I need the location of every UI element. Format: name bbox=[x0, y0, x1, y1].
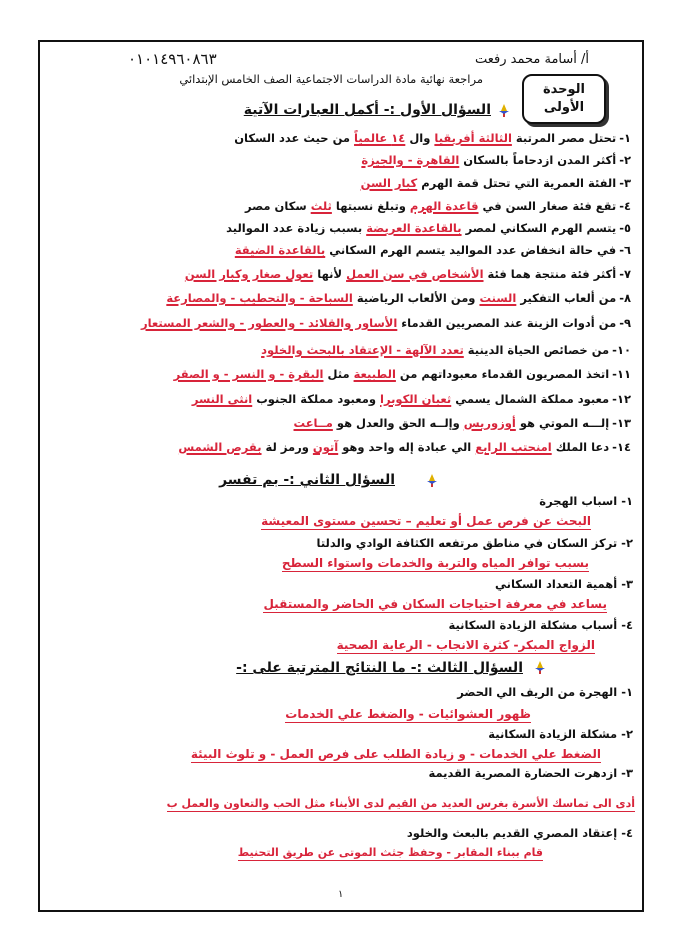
author-name: أ/ أسامة محمد رفعت bbox=[474, 52, 589, 67]
q1-item bbox=[166, 289, 631, 307]
q1-text: إلـــه الموتي هو bbox=[515, 416, 610, 430]
q1-answer: بالقاعدة الضيقة bbox=[234, 243, 326, 257]
q1-text: ومن الألعاب الرياضية bbox=[352, 291, 480, 305]
q1-item bbox=[294, 414, 631, 432]
q1-item-number: ٨- bbox=[619, 291, 631, 305]
q1-item-number: ٣- bbox=[619, 176, 631, 190]
q1-answer: السباحة - والتحطيب - والمصارعة bbox=[166, 291, 353, 305]
q1-item bbox=[141, 314, 631, 332]
q1-answer: ثعبان الكوبرا bbox=[380, 392, 452, 406]
q1-item bbox=[174, 365, 631, 383]
q1-answer: البقرة - و النسر - و الصقر bbox=[173, 367, 324, 381]
unit-number: الأولى bbox=[543, 100, 585, 115]
q3-question-2: ٢- مشكلة الزيادة السكانية bbox=[488, 727, 633, 741]
q1-item bbox=[361, 151, 631, 169]
q1-item-number: ٦- bbox=[619, 243, 631, 257]
q1-text: في حالة انخفاض عدد المواليد يتسم الهرم السكاني bbox=[325, 243, 617, 257]
q1-answer: بقرص الشمس bbox=[178, 440, 262, 454]
q3-question-1: ١- الهجرة من الريف الي الحضر bbox=[457, 685, 633, 699]
q1-item-number: ٢- bbox=[619, 153, 631, 167]
q2-question-2: ٢- تركز السكان في مناطق مرتفعه الكثافة الوادي والدلتا bbox=[316, 536, 633, 550]
q3-question-3: ٣- ازدهرت الحضارة المصرية القديمة bbox=[428, 766, 633, 780]
q1-item bbox=[235, 241, 631, 259]
q1-answer: الأساور والقلائد - والعطور - والشعر المستعار bbox=[140, 316, 398, 330]
q1-text: مثل bbox=[323, 367, 354, 381]
q1-answer: ١٤ عالمياً bbox=[354, 131, 406, 145]
q1-item-number: ١٠- bbox=[612, 343, 631, 357]
pin-icon bbox=[496, 103, 512, 119]
q1-title: السؤال الأول :- أكمل العبارات الآتية bbox=[243, 102, 491, 118]
q1-item bbox=[185, 265, 631, 283]
q3-answer-4: قام ببناء المقابر - وحفظ جثث الموتى عن طريق التحنيط bbox=[237, 846, 543, 859]
unit-box bbox=[522, 74, 606, 124]
q1-text: أكثر المدن ازدحاماً بالسكان bbox=[459, 153, 617, 167]
q2-answer-2: بسبب توافر المياه والتربة والخدمات واستواء السطح bbox=[281, 556, 589, 570]
q3-answer-3: أدى الى تماسك الأسرة بغرس العديد من القيم لدى الأبناء مثل الحب والتعاون والعمل ب bbox=[166, 797, 635, 810]
q1-answer: ثلث bbox=[310, 199, 332, 213]
q3-answer-2: الضغط علي الخدمات - و زيادة الطلب على فرص العمل - و تلوث البيئة bbox=[190, 747, 601, 761]
q1-text: تقع فئة صغار السن في bbox=[478, 199, 617, 213]
q1-item-number: ٧- bbox=[619, 267, 631, 281]
q1-text: من خصائص الحياة الدينية bbox=[463, 343, 610, 357]
q1-text: وإلــه الحق والعدل هو bbox=[332, 416, 464, 430]
subtitle: مراجعة نهائية مادة الدراسات الاجتماعية الصف الخامس الإبتدائي bbox=[179, 72, 483, 86]
q1-text: وتبلغ نسبتها bbox=[331, 199, 410, 213]
q1-item bbox=[178, 438, 631, 456]
unit-label: الوحدة bbox=[542, 82, 586, 97]
q1-answer: تعول صغار وكبار السن bbox=[184, 267, 314, 281]
q1-text: ومعبود مملكة الجنوب bbox=[252, 392, 380, 406]
q1-text: من أدوات الزينة عند المصريين القدماء bbox=[397, 316, 617, 330]
q1-answer: السنت bbox=[479, 291, 517, 305]
q1-item-number: ١١- bbox=[612, 367, 631, 381]
q1-text: معبود مملكة الشمال يسمي bbox=[451, 392, 610, 406]
q1-item-number: ١- bbox=[619, 131, 631, 145]
q1-answer: قاعدة الهرم bbox=[409, 199, 479, 213]
q1-text: اتخذ المصريون القدماء معبوداتهم من bbox=[395, 367, 610, 381]
q1-item-number: ٤- bbox=[619, 199, 631, 213]
q3-question-4: ٤- إعتقاد المصري القديم بالبعث والخلود bbox=[406, 826, 633, 840]
q1-answer: بالقاعدة العريضة bbox=[366, 221, 462, 235]
q1-text: وال bbox=[405, 131, 435, 145]
q1-item bbox=[261, 341, 631, 359]
q1-answer: الثالثة أفريقيا bbox=[434, 131, 512, 145]
q2-question-1: ١- اسباب الهجرة bbox=[539, 494, 633, 508]
pin-icon bbox=[532, 660, 548, 676]
q1-answer: الطبيعة bbox=[353, 367, 396, 381]
pin-icon bbox=[424, 473, 440, 489]
q1-answer: مــاعت bbox=[293, 416, 333, 430]
q1-item-number: ١٢- bbox=[612, 392, 631, 406]
q2-question-3: ٣- أهمية التعداد السكاني bbox=[495, 577, 633, 591]
q3-answer-1: ظهور العشوائيات - والضغط علي الخدمات bbox=[285, 707, 531, 721]
q1-text: بسبب زيادة عدد المواليد bbox=[226, 221, 367, 235]
q1-text: من ألعاب التفكير bbox=[516, 291, 617, 305]
q1-answer: امنحتب الرابع bbox=[475, 440, 552, 454]
q1-item bbox=[361, 174, 631, 192]
q1-answer: الأشخاص في سن العمل bbox=[346, 267, 484, 281]
q2-question-4: ٤- أسباب مشكلة الزيادة السكانية bbox=[448, 618, 633, 632]
q1-text: يتسم الهرم السكاني لمصر bbox=[461, 221, 617, 235]
q1-item bbox=[226, 219, 631, 237]
q1-text: الي عبادة إله واحد وهو bbox=[338, 440, 476, 454]
q1-item bbox=[192, 390, 631, 408]
q1-answer: آتون bbox=[312, 440, 339, 454]
q1-text: ورمز لة bbox=[261, 440, 313, 454]
q2-answer-3: يساعد في معرفة احتياجات السكان في الحاضر والمستقبل bbox=[263, 597, 607, 611]
q1-answer: القاهرة - والجيزة bbox=[361, 153, 460, 167]
q1-answer: أوزوريس bbox=[463, 416, 516, 430]
phone-number: ٠١٠١٤٩٦٠٨٦٣ bbox=[128, 50, 217, 68]
q2-answer-4: الزواج المبكر- كثرة الانجاب - الرعاية الصحية bbox=[336, 638, 595, 652]
q2-title: السؤال الثاني :- بم تفسر bbox=[219, 472, 395, 488]
q1-item-number: ١٣- bbox=[612, 416, 631, 430]
q1-answer: تعدد الآلهة - الإعتقاد بالبحث والخلود bbox=[261, 343, 464, 357]
q1-answer: كبار السن bbox=[360, 176, 418, 190]
q1-item bbox=[234, 129, 631, 147]
q1-text: سكان مصر bbox=[244, 199, 311, 213]
q1-text: من حيث عدد السكان bbox=[234, 131, 355, 145]
q1-text: لأنها bbox=[313, 267, 347, 281]
q1-text: أكثر فئة منتجة هما فئة bbox=[483, 267, 617, 281]
q1-item bbox=[245, 197, 631, 215]
q1-text: الفئة العمرية التي تحتل قمة الهرم bbox=[417, 176, 617, 190]
q1-item-number: ١٤- bbox=[612, 440, 631, 454]
page-number: ١ bbox=[338, 889, 344, 900]
q2-answer-1: البحث عن فرص عمل أو تعليم – تحسين مستوى المعيشة bbox=[261, 514, 591, 528]
q1-text: دعا الملك bbox=[551, 440, 610, 454]
q3-title: السؤال الثالث :- ما النتائج المترتبة على :- bbox=[236, 660, 523, 676]
q1-answer: انثى النسر bbox=[191, 392, 253, 406]
q1-item-number: ٩- bbox=[619, 316, 631, 330]
q1-item-number: ٥- bbox=[619, 221, 631, 235]
q1-text: تحتل مصر المرتبة bbox=[511, 131, 617, 145]
